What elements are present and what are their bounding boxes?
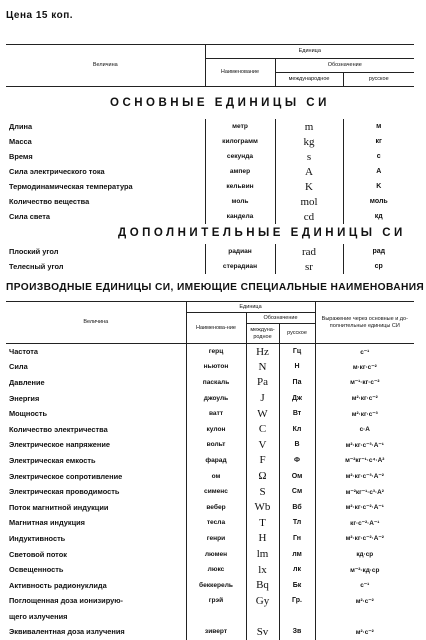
unit-name-cell: кельвин	[205, 179, 275, 194]
russian-symbol-cell: кг	[343, 134, 414, 149]
table-row	[6, 577, 414, 593]
russian-symbol-cell: Гц	[279, 344, 315, 360]
russian-symbol-cell: моль	[343, 194, 414, 209]
expression-cell: м²·кг·с⁻³·А⁻¹	[315, 437, 414, 453]
intl-symbol-cell: Hz	[246, 344, 279, 360]
expression-cell	[315, 609, 414, 625]
unit-name-cell	[186, 609, 246, 625]
quantity-cell: Сила	[9, 362, 28, 372]
quantity-cell: Количество электричества	[9, 424, 108, 434]
unit-name-cell: сименс	[186, 484, 246, 500]
header-russian: русское	[343, 73, 414, 87]
intl-symbol-cell: sr	[275, 259, 343, 274]
unit-name-cell: кулон	[186, 421, 246, 437]
russian-symbol-cell: Вб	[279, 499, 315, 515]
table-row	[6, 468, 414, 484]
intl-symbol-cell: Gy	[246, 593, 279, 609]
unit-name-cell: зиверт	[186, 624, 246, 640]
unit-name-cell: метр	[205, 119, 275, 134]
unit-name-cell: стерадиан	[205, 259, 275, 274]
intl-symbol-cell: F	[246, 453, 279, 469]
expression-cell: кг·с⁻²·А⁻¹	[315, 515, 414, 531]
quantity-cell: Электрическая проводимость	[9, 487, 120, 497]
unit-name-cell: ампер	[205, 164, 275, 179]
quantity-cell: Сила света	[9, 212, 51, 221]
unit-name-cell: беккерель	[186, 577, 246, 593]
quantity-cell: Эквивалентная доза излучения	[9, 627, 125, 637]
russian-symbol-cell: Зв	[279, 624, 315, 640]
unit-name-cell: грэй	[186, 593, 246, 609]
intl-symbol-cell: V	[246, 437, 279, 453]
unit-name-cell: вебер	[186, 499, 246, 515]
unit-name-cell: ом	[186, 468, 246, 484]
table-row	[6, 179, 414, 194]
russian-symbol-cell	[279, 609, 315, 625]
intl-symbol-cell: T	[246, 515, 279, 531]
russian-symbol-cell: Ом	[279, 468, 315, 484]
russian-symbol-cell: лм	[279, 546, 315, 562]
table-row	[6, 244, 414, 259]
russian-symbol-cell: Кл	[279, 421, 315, 437]
table-row	[6, 453, 414, 469]
table-row	[6, 562, 414, 578]
intl-symbol-cell: A	[275, 164, 343, 179]
unit-name-cell: вольт	[186, 437, 246, 453]
expression-cell: с⁻¹	[315, 577, 414, 593]
unit-name-cell: паскаль	[186, 375, 246, 391]
quantity-cell: Мощность	[9, 409, 48, 419]
header-unit: Единица	[205, 45, 414, 59]
table-row	[6, 593, 414, 609]
base-units-header	[6, 44, 414, 87]
russian-symbol-cell: Вт	[279, 406, 315, 422]
quantity-cell: Поглощенная доза ионизирую-	[9, 596, 124, 606]
table-row	[6, 344, 414, 360]
expression-cell: м⁻¹·кг·с⁻²	[315, 375, 414, 391]
table-row	[6, 406, 414, 422]
table-row	[6, 624, 414, 640]
intl-symbol-cell: K	[275, 179, 343, 194]
unit-name-cell: кандела	[205, 209, 275, 224]
quantity-cell: Частота	[9, 347, 38, 357]
base-units-table	[6, 119, 414, 224]
table-row	[6, 531, 414, 547]
section-derived-title: ПРОИЗВОДНЫЕ ЕДИНИЦЫ СИ, ИМЕЮЩИЕ СПЕЦИАЛЬНЫЕ НАИМЕНОВАНИЯ	[6, 282, 425, 293]
unit-name-cell: герц	[186, 344, 246, 360]
russian-symbol-cell: Гр.	[279, 593, 315, 609]
quantity-cell: Давление	[9, 377, 45, 387]
header2-notation: Обозначение	[246, 313, 315, 324]
table-row	[6, 437, 414, 453]
quantity-cell: щего излучения	[9, 611, 68, 621]
header2-quantity: Величина	[6, 302, 186, 344]
intl-symbol-cell: s	[275, 149, 343, 164]
table-row	[6, 515, 414, 531]
intl-symbol-cell	[246, 609, 279, 625]
header2-russian: русское	[279, 324, 315, 344]
unit-name-cell: генри	[186, 531, 246, 547]
expression-cell: м²·кг·с⁻²·А⁻¹	[315, 499, 414, 515]
quantity-cell: Активность радионуклида	[9, 580, 107, 590]
table-row	[6, 359, 414, 375]
russian-symbol-cell: ср	[343, 259, 414, 274]
intl-symbol-cell: J	[246, 390, 279, 406]
russian-symbol-cell: с	[343, 149, 414, 164]
intl-symbol-cell: S	[246, 484, 279, 500]
intl-symbol-cell: cd	[275, 209, 343, 224]
supplementary-units-table	[6, 244, 414, 274]
table-row	[6, 546, 414, 562]
quantity-cell: Электрическая емкость	[9, 455, 96, 465]
expression-cell: м²·кг·с⁻³·А⁻²	[315, 468, 414, 484]
table-row	[6, 375, 414, 391]
russian-symbol-cell: Па	[279, 375, 315, 391]
intl-symbol-cell: C	[246, 421, 279, 437]
quantity-cell: Масса	[9, 137, 32, 146]
quantity-cell: Поток магнитной индукции	[9, 502, 109, 512]
unit-name-cell: ватт	[186, 406, 246, 422]
header2-expression: Выражение через основные и до-полнительные единицы СИ	[315, 302, 414, 344]
table-row	[6, 259, 414, 274]
intl-symbol-cell: rad	[275, 244, 343, 259]
expression-cell: м⁻²кг⁻¹·с³·А²	[315, 484, 414, 500]
intl-symbol-cell: Sv	[246, 624, 279, 640]
derived-units-table	[6, 301, 414, 640]
intl-symbol-cell: N	[246, 359, 279, 375]
expression-cell: м²·кг·с⁻³	[315, 406, 414, 422]
unit-name-cell: люкс	[186, 562, 246, 578]
header2-intl: междуна-родное	[246, 324, 279, 344]
table-row	[6, 421, 414, 437]
table-row	[6, 134, 414, 149]
quantity-cell: Сила электрического тока	[9, 167, 105, 176]
unit-name-cell: джоуль	[186, 390, 246, 406]
russian-symbol-cell: рад	[343, 244, 414, 259]
table-row	[6, 119, 414, 134]
intl-symbol-cell: lx	[246, 562, 279, 578]
quantity-cell: Магнитная индукция	[9, 518, 85, 528]
header-intl: международное	[275, 73, 343, 87]
table-row	[6, 390, 414, 406]
table-row	[6, 499, 414, 515]
russian-symbol-cell: K	[343, 179, 414, 194]
intl-symbol-cell: Wb	[246, 499, 279, 515]
quantity-cell: Телесный угол	[9, 262, 64, 271]
section-supplementary-title: ДОПОЛНИТЕЛЬНЫЕ ЕДИНИЦЫ СИ	[118, 227, 406, 239]
unit-name-cell: тесла	[186, 515, 246, 531]
quantity-cell: Длина	[9, 122, 33, 131]
russian-symbol-cell: лк	[279, 562, 315, 578]
header-quantity: Величина	[6, 45, 205, 87]
intl-symbol-cell: W	[246, 406, 279, 422]
unit-name-cell: секунда	[205, 149, 275, 164]
unit-name-cell: ньютон	[186, 359, 246, 375]
table-row	[6, 194, 414, 209]
intl-symbol-cell: Ω	[246, 468, 279, 484]
quantity-cell: Энергия	[9, 393, 40, 403]
russian-symbol-cell: В	[279, 437, 315, 453]
quantity-cell: Индуктивность	[9, 533, 66, 543]
expression-cell: м²·кг·с⁻²	[315, 390, 414, 406]
unit-name-cell: килограмм	[205, 134, 275, 149]
intl-symbol-cell: H	[246, 531, 279, 547]
header2-unit: Единица	[186, 302, 315, 313]
table-row	[6, 484, 414, 500]
expression-cell: м²·с⁻²	[315, 593, 414, 609]
expression-cell: м⁻²·кд·ср	[315, 562, 414, 578]
header-name: Наименование	[205, 59, 275, 87]
russian-symbol-cell: Ф	[279, 453, 315, 469]
section-base-units-title: ОСНОВНЫЕ ЕДИНИЦЫ СИ	[110, 97, 330, 109]
quantity-cell: Время	[9, 152, 33, 161]
expression-cell: кд·ср	[315, 546, 414, 562]
quantity-cell: Электрическое сопротивление	[9, 471, 123, 481]
expression-cell: м·кг·с⁻²	[315, 359, 414, 375]
header-notation: Обозначение	[275, 59, 414, 73]
unit-name-cell: фарад	[186, 453, 246, 469]
quantity-cell: Световой поток	[9, 549, 67, 559]
intl-symbol-cell: Bq	[246, 577, 279, 593]
russian-symbol-cell: A	[343, 164, 414, 179]
russian-symbol-cell: Гн	[279, 531, 315, 547]
table-row	[6, 209, 414, 224]
expression-cell: с·А	[315, 421, 414, 437]
expression-cell: м²·кг·с⁻²·А⁻²	[315, 531, 414, 547]
unit-name-cell: моль	[205, 194, 275, 209]
expression-cell: м⁻²кг⁻¹·с⁴·А²	[315, 453, 414, 469]
intl-symbol-cell: mol	[275, 194, 343, 209]
russian-symbol-cell: Н	[279, 359, 315, 375]
quantity-cell: Термодинамическая температура	[9, 182, 133, 191]
quantity-cell: Плоский угол	[9, 247, 59, 256]
table-row	[6, 609, 414, 625]
russian-symbol-cell: Бк	[279, 577, 315, 593]
intl-symbol-cell: Pa	[246, 375, 279, 391]
table-row	[6, 164, 414, 179]
quantity-cell: Количество вещества	[9, 197, 90, 206]
expression-cell: м²·с⁻²	[315, 624, 414, 640]
price-label: Цена 15 коп.	[6, 10, 74, 21]
russian-symbol-cell: См	[279, 484, 315, 500]
intl-symbol-cell: kg	[275, 134, 343, 149]
quantity-cell: Освещенность	[9, 565, 64, 575]
russian-symbol-cell: Тл	[279, 515, 315, 531]
quantity-cell: Электрическое напряжение	[9, 440, 110, 450]
intl-symbol-cell: lm	[246, 546, 279, 562]
table-row	[6, 149, 414, 164]
russian-symbol-cell: Дж	[279, 390, 315, 406]
intl-symbol-cell: m	[275, 119, 343, 134]
header2-name: Наименова-ние	[186, 313, 246, 344]
russian-symbol-cell: м	[343, 119, 414, 134]
unit-name-cell: люмен	[186, 546, 246, 562]
expression-cell: с⁻¹	[315, 344, 414, 360]
unit-name-cell: радиан	[205, 244, 275, 259]
russian-symbol-cell: кд	[343, 209, 414, 224]
